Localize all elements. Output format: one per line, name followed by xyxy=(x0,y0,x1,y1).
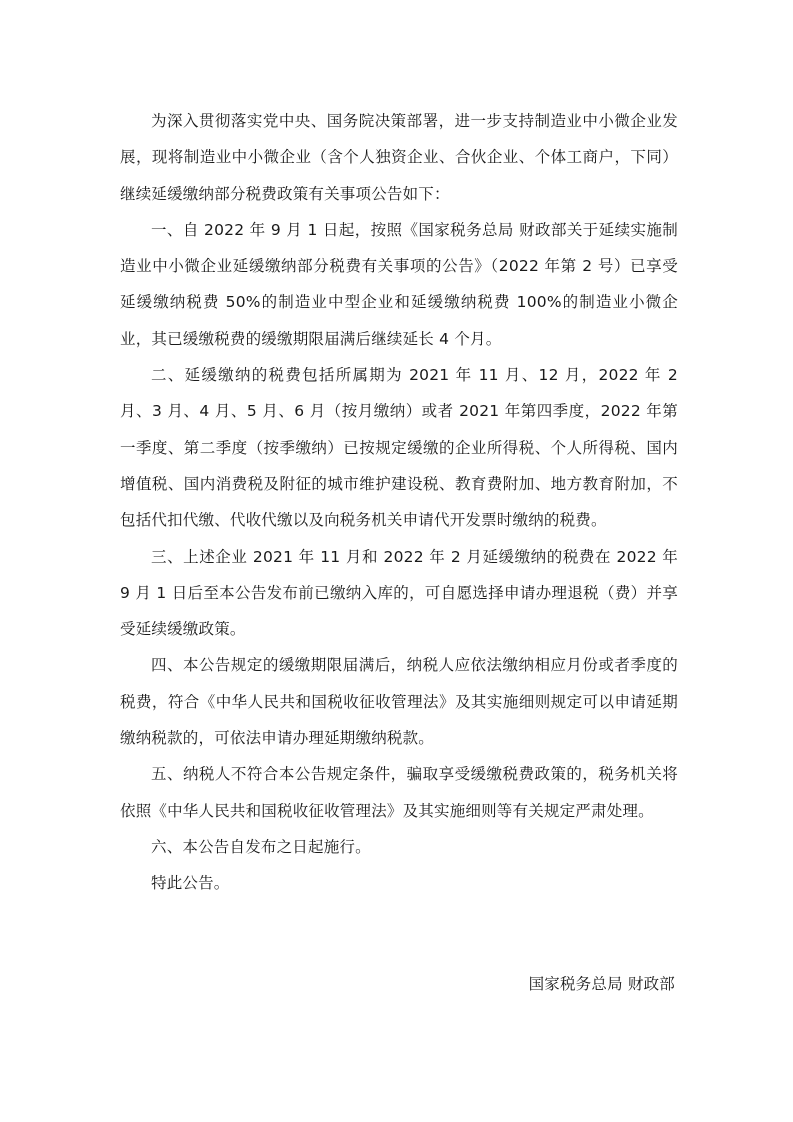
clause-3-paragraph: 三、上述企业 2021 年 11 月和 2022 年 2 月延缓缴纳的税费在 2022 年 9 月 1 日后至本公告发布前已缴纳入库的，可自愿选择申请办理退税（费）并享受延续缓缴政策。 xyxy=(120,547,678,639)
clause-1-paragraph: 一、自 2022 年 9 月 1 日起，按照《国家税务总局 财政部关于延续实施制造业中小微企业延缓缴纳部分税费有关事项的公告》（2022 年第 2 号）已享受延缓缴纳税费 50%的制造业中型企业和延缓缴纳税费 100%的制造业小微企业，其已缓缴税费的缓缴期限届满后继续延长 4 个月。 xyxy=(120,220,678,348)
clause-6-paragraph: 六、本公告自发布之日起施行。 xyxy=(151,837,371,856)
issuer-signature: 国家税务总局 财政部 xyxy=(528,975,675,993)
intro-paragraph: 为深入贯彻落实党中央、国务院决策部署，进一步支持制造业中小微企业发展，现将制造业中小微企业（含个人独资企业、合伙企业、个体工商户，下同）继续延缓缴纳部分税费政策有关事项公告如下： xyxy=(120,112,678,203)
closing-paragraph: 特此公告。 xyxy=(151,874,230,893)
clause-4-paragraph: 四、本公告规定的缓缴期限届满后，纳税人应依法缴纳相应月份或者季度的税费，符合《中华人民共和国税收征收管理法》及其实施细则规定可以申请延期缴纳税款的，可依法申请办理延期缴纳税款。 xyxy=(120,656,678,748)
clause-2-paragraph: 二、延缓缴纳的税费包括所属期为 2021 年 11 月、12 月，2022 年 2 月、3 月、4 月、5 月、6 月（按月缴纳）或者 2021 年第四季度，2022 年第一季度、第二季度（按季缴纳）已按规定缓缴的企业所得税、个人所得税、国内增值税、国内消费税及附征的城市维护建设税、教育费附加、地方教育附加，不包括代扣代缴、代收代缴以及向税务机关申请代开发票时缴纳的税费。 xyxy=(120,366,678,530)
announcement-body xyxy=(120,103,678,902)
clause-5-paragraph: 五、纳税人不符合本公告规定条件，骗取享受缓缴税费政策的，税务机关将依照《中华人民共和国税收征收管理法》及其实施细则等有关规定严肃处理。 xyxy=(120,765,678,820)
